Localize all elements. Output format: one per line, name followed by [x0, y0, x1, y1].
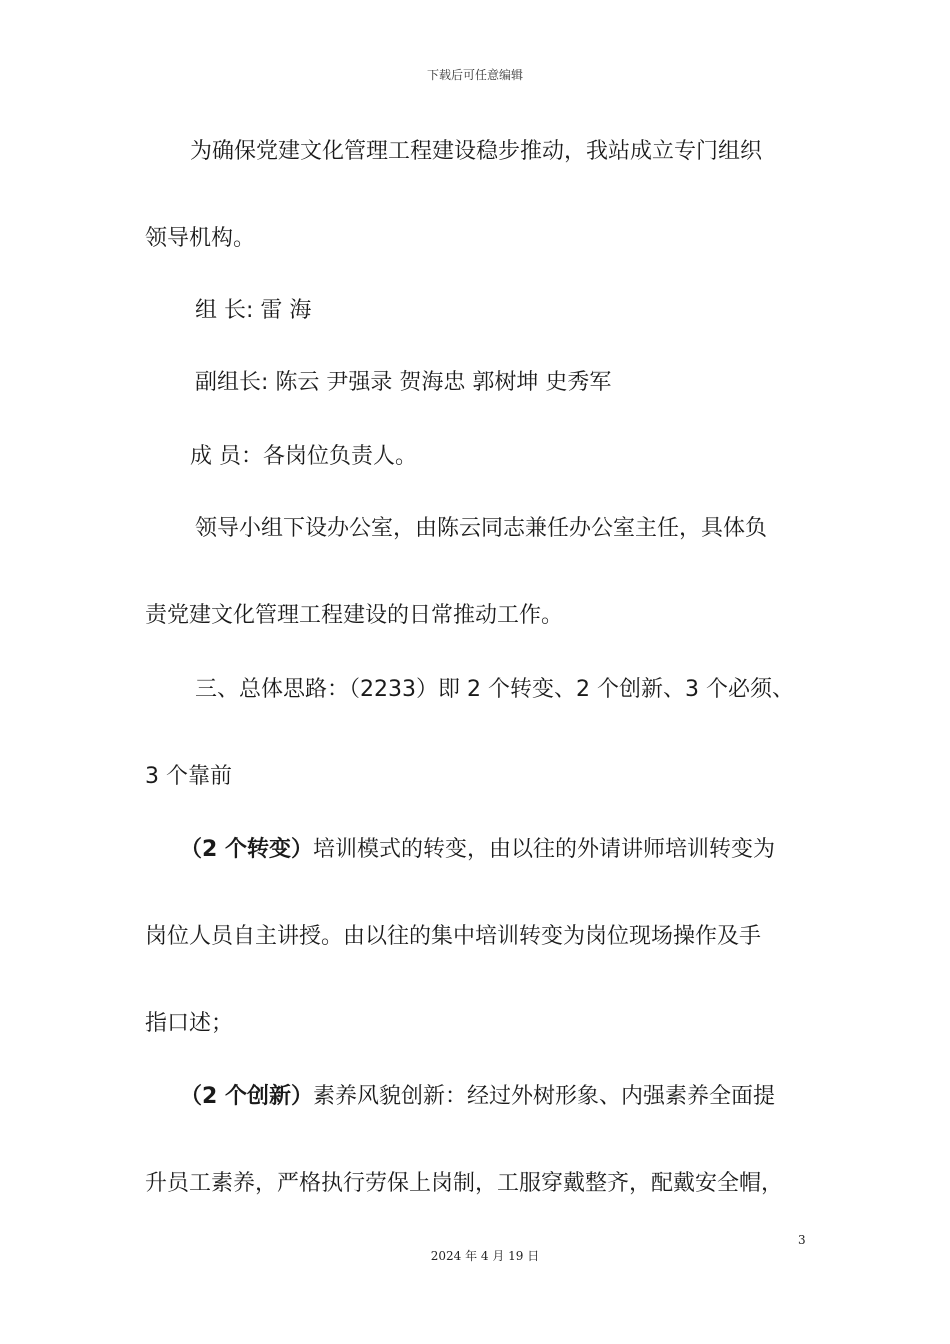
paragraph-5-line-2: 升员工素养，严格执行劳保上岗制，工服穿戴整齐，配戴安全帽， [145, 1171, 784, 1196]
page-number: 3 [798, 1233, 806, 1247]
paragraph-1-line-1: 为确保党建文化管理工程建设稳步推动，我站成立专门组织 [190, 139, 763, 164]
page-header: 下载后可任意编辑 [426, 68, 523, 82]
paragraph-4-line-2: 岗位人员自主讲授。由以往的集中培训转变为岗位现场操作及手 [145, 924, 762, 949]
leader-line: 组 长: 雷 海 [195, 298, 312, 323]
footer-date: 2024 年 4 月 19 日 [430, 1249, 540, 1263]
members-line: 成 员：各岗位负责人。 [190, 444, 417, 469]
paragraph-3-line-1: 三、总体思路：（2233）即 2 个转变、2 个创新、3 个必须、 [195, 677, 794, 702]
paragraph-2-line-1: 领导小组下设办公室，由陈云同志兼任办公室主任，具体负 [195, 516, 768, 541]
transform-heading: （2 个转变） [180, 837, 313, 862]
paragraph-1-line-2: 领导机构。 [145, 226, 256, 251]
paragraph-5-line-1-text: 素养风貌创新：经过外树形象、内强素养全面提 [312, 1084, 775, 1109]
paragraph-4-line-3: 指口述； [145, 1011, 234, 1036]
innovation-heading: （2 个创新） [180, 1084, 313, 1109]
paragraph-3-line-2: 3 个靠前 [145, 764, 232, 789]
paragraph-2-line-2: 责党建文化管理工程建设的日常推动工作。 [145, 603, 564, 628]
deputy-leader-line: 副组长: 陈云 尹强录 贺海忠 郭树坤 史秀军 [195, 370, 612, 395]
paragraph-5-line-1 [180, 1082, 775, 1112]
paragraph-4-line-1 [180, 835, 775, 865]
paragraph-4-line-1-text: 培训模式的转变，由以往的外请讲师培训转变为 [312, 837, 775, 862]
